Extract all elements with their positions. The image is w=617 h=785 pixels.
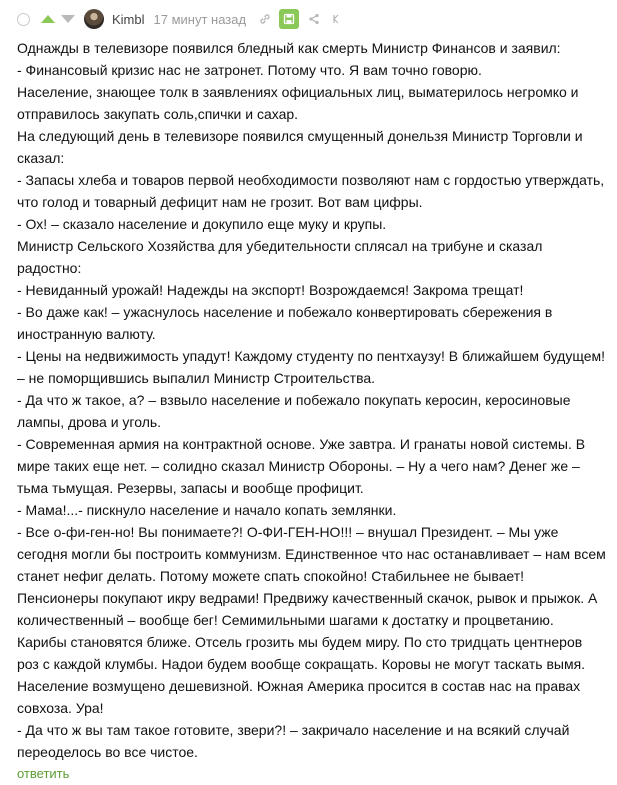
link-icon[interactable] <box>256 10 274 28</box>
vote-down-icon[interactable] <box>61 15 75 23</box>
comment-paragraph: - Да что ж такое, а? – взвыло население и побежало покупать керосин, керосиновые лампы, дрова и уголь. <box>17 392 571 430</box>
comment-paragraph: - Финансовый кризис нас не затронет. Потому что. Я вам точно говорю. <box>17 62 482 78</box>
comment-paragraph: - Цены на недвижимость упадут! Каждому студенту по пентхаузу! В ближайшем будущем! – не поморщившись выпалил Министр Строительства. <box>17 348 605 386</box>
comment-paragraph: - Все о-фи-ген-но! Вы понимаете?! О-ФИ-ГЕН-НО!!! – внушал Президент. – Мы уже сегодня могли бы построить коммунизм. Единственное что нас останавливает – нам всем станет нефиг делать. Потому можете спать спокойно! Стабильнее не бывает! Пенсионеры покупают икру ведрами! Предвижу качественный скачок, рывок и прыжок. А количественный – вообще бег! Семимильными шагами к достатку и процветанию. Карибы становятся ближе. Отсель грозить мы будем миру. По сто тридцать центнеров роз с каждой клумбы. Надои будем вообще сокращать. Коровы не могут таскать вымя. Население возмущено дешевизной. Южная Америка просится в состав нас на правах совхоза. Ура! <box>17 524 606 716</box>
comment-paragraph: Население, знающее толк в заявлениях официальных лиц, выматерилось негромко и отправилось закупать соль,спички и сахар. <box>17 84 579 122</box>
share-icon[interactable] <box>305 10 323 28</box>
avatar[interactable] <box>84 9 104 29</box>
vote-up-icon[interactable] <box>41 15 55 23</box>
comment-body <box>17 37 607 763</box>
comment-paragraph: - Ох! – сказало население и докупило еще муку и крупы. <box>17 216 387 232</box>
username[interactable]: Kimbl <box>112 11 145 27</box>
comment-paragraph: - Да что ж вы там такое готовите, звери?! – закричало население и на всякий случай переоделось во все чистое. <box>17 722 570 760</box>
comment-paragraph: Однажды в телевизоре появился бледный как смерть Министр Финансов и заявил: <box>17 40 561 56</box>
comment-header <box>17 8 605 30</box>
comment-paragraph: На следующий день в телевизоре появился смущенный донельзя Министр Торговли и сказал: <box>17 128 583 166</box>
comment-paragraph: - Во даже как! – ужаснулось население и побежало конвертировать сбережения в иностранную валюту. <box>17 304 553 342</box>
comment-paragraph: - Современная армия на контрактной основе. Уже завтра. И гранаты новой системы. В мире таких еще нет. – солидно сказал Министр Обороны. – Ну а чего нам? Денег же – тьма тьмущая. Резервы, запасы и вообще профицит. <box>17 436 586 496</box>
collapse-circle-icon[interactable] <box>17 13 30 26</box>
comment-paragraph: Министр Сельского Хозяйства для убедительности сплясал на трибуне и сказал радостно: <box>17 238 543 276</box>
more-icon[interactable] <box>328 10 346 28</box>
reply-link[interactable]: ответить <box>17 766 70 781</box>
timestamp[interactable]: 17 минут назад <box>153 11 247 27</box>
save-icon[interactable] <box>279 9 299 29</box>
comment-paragraph: - Мама!...- пискнуло население и начало копать землянки. <box>17 502 397 518</box>
comment-paragraph: - Запасы хлеба и товаров первой необходимости позволяют нам с гордостью утверждать, что голод и товарный дефицит нам не грозит. Вот вам цифры. <box>17 172 605 210</box>
comment-paragraph: - Невиданный урожай! Надежды на экспорт! Возрождаемся! Закрома трещат! <box>17 282 524 298</box>
